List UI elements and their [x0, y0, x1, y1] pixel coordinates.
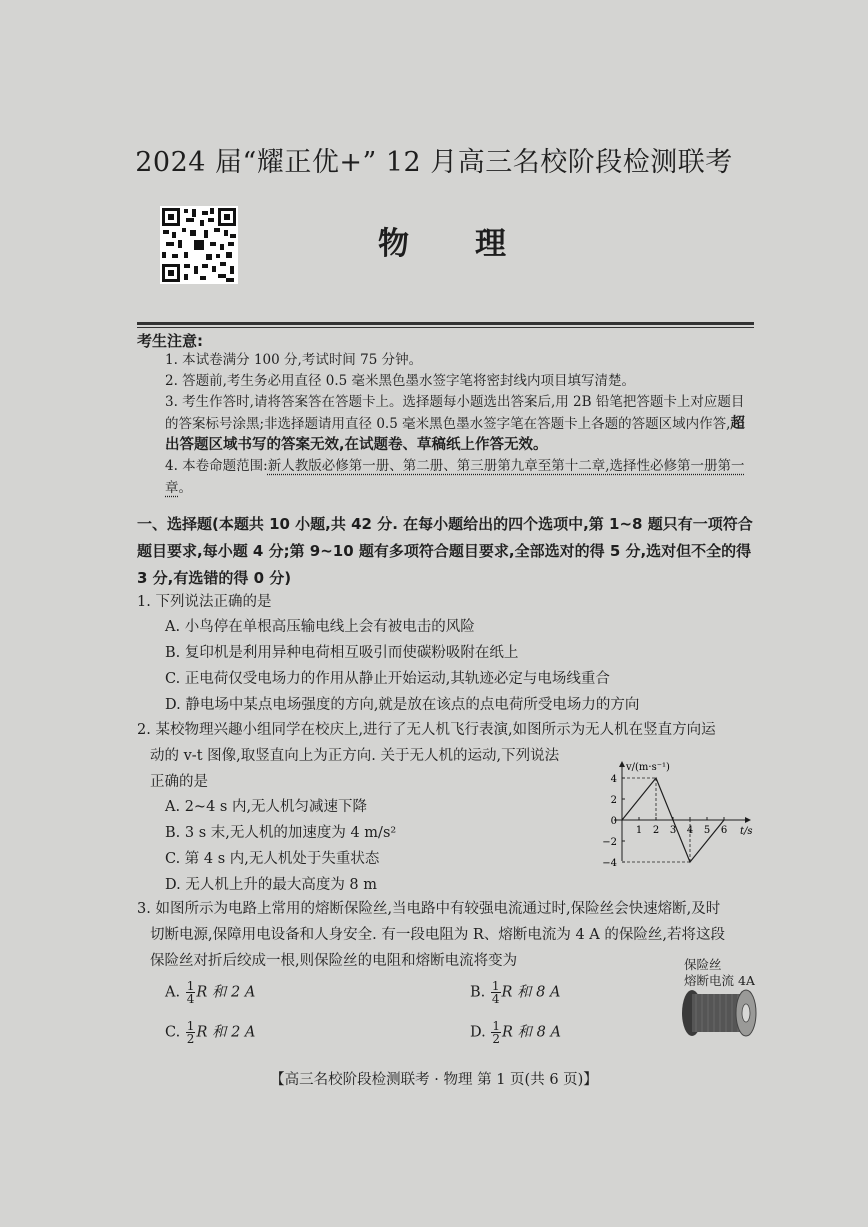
- question-option: [165, 980, 255, 1005]
- question-option: B. 复印机是利用异种电荷相互吸引而使碳粉吸附在纸上: [165, 645, 519, 661]
- notice-text: 3. 考生作答时,请将答案答在答题卡上。选择题每小题选出答案后,用 2B 铅笔把答题卡上对应题目的答案标号涂黑;非选择题请用直径 0.5 毫米黑色墨水签字笔在答题卡上各题的答题区域内作答,: [165, 394, 745, 432]
- option-text: R 和 2 A: [196, 984, 256, 1001]
- fuse-label: 保险丝: [684, 957, 722, 972]
- numerator: 1: [186, 1019, 195, 1033]
- x-tick-label: 5: [703, 825, 711, 836]
- fraction: [491, 1020, 501, 1045]
- denominator: 4: [491, 992, 500, 1006]
- option-letter: A.: [165, 984, 181, 1001]
- y-tick-label: 2: [610, 795, 617, 806]
- notice-text: 。: [178, 479, 192, 496]
- numerator: 1: [491, 979, 500, 993]
- question-option: C. 正电荷仅受电场力的作用从静止开始运动,其轨迹必定与电场线重合: [165, 671, 610, 687]
- x-tick-label: 2: [652, 825, 660, 836]
- option-letter: B.: [470, 984, 486, 1001]
- question-stem: 3. 如图所示为电路上常用的熔断保险丝,当电路中有较强电流通过时,保险丝会快速熔断,及时: [137, 901, 721, 917]
- question-stem: 2. 某校物理兴趣小组同学在校庆上,进行了无人机飞行表演,如图所示为无人机在竖直方向运: [137, 722, 716, 738]
- question-option: [165, 1020, 255, 1045]
- question-option: D. 无人机上升的最大高度为 8 m: [165, 877, 378, 893]
- denominator: 4: [186, 992, 195, 1006]
- y-tick-label: −4: [602, 858, 617, 869]
- question-option: [470, 1020, 561, 1045]
- question-option: C. 第 4 s 内,无人机处于失重状态: [165, 851, 380, 867]
- page-footer: 【高三名校阶段检测联考 · 物理 第 1 页(共 6 页)】: [270, 1072, 598, 1088]
- x-tick-label: 6: [720, 825, 728, 836]
- notice-item: [165, 392, 755, 457]
- notice-text: 4. 本卷命题范围:: [165, 458, 268, 474]
- notice-heading: 考生注意:: [137, 332, 203, 350]
- question-option: A. 2~4 s 内,无人机匀减速下降: [165, 799, 368, 815]
- x-tick-label: 4: [686, 825, 694, 836]
- section-heading: 一、选择题(本题共 10 小题,共 42 分. 在每小题给出的四个选项中,第 1~8 题只有一项符合题目要求,每小题 4 分;第 9~10 题有多项符合题目要求,全部选对的得 5 分,选对但不全的得 3 分,有选错的得 0 分): [137, 515, 753, 587]
- question-option: D. 静电场中某点电场强度的方向,就是放在该点的点电荷所受电场力的方向: [165, 697, 640, 713]
- question-stem: 1. 下列说法正确的是: [137, 594, 272, 610]
- question-option: A. 小鸟停在单根高压输电线上会有被电击的风险: [165, 619, 475, 635]
- fraction: [186, 980, 196, 1005]
- question-option: [470, 980, 560, 1005]
- fuse-spool-image: [680, 988, 760, 1038]
- numerator: 1: [186, 979, 195, 993]
- question-stem: 正确的是: [150, 774, 208, 790]
- denominator: 2: [492, 1032, 500, 1046]
- x-tick-label: 3: [669, 825, 677, 836]
- vt-graph: [598, 756, 768, 871]
- question-stem: 切断电源,保障用电设备和人身安全. 有一段电阻为 R、熔断电流为 4 A 的保险丝,若将这段: [150, 927, 725, 943]
- y-tick-label: −2: [602, 837, 617, 848]
- numerator: 1: [492, 1019, 500, 1033]
- fraction: [186, 1020, 196, 1045]
- denominator: 2: [186, 1032, 195, 1046]
- notice-emphasis: 超出答题区域书写的答案无效,在试题卷、草稿纸上作答无效。: [165, 415, 745, 453]
- x-tick-label: 1: [635, 825, 643, 836]
- notice-item: 1. 本试卷满分 100 分,考试时间 75 分钟。: [165, 352, 423, 368]
- option-text: R 和 8 A: [501, 1024, 561, 1041]
- option-letter: C.: [165, 1024, 181, 1041]
- divider: [137, 322, 754, 325]
- question-option: B. 3 s 末,无人机的加速度为 4 m/s²: [165, 825, 397, 841]
- y-axis-label: v/(m·s⁻¹): [626, 762, 670, 773]
- option-text: R 和 8 A: [501, 984, 561, 1001]
- notice-scope: 新人教版必修第一册、第二册、第三册第九章至第十二章,选择性必修第一册第一章: [165, 458, 745, 496]
- qr-code: [160, 206, 238, 284]
- option-text: R 和 2 A: [196, 1024, 256, 1041]
- question-stem: 动的 v-t 图像,取竖直向上为正方向. 关于无人机的运动,下列说法: [150, 748, 560, 764]
- notice-item: [165, 456, 755, 499]
- exam-title: 2024 届“耀正优+” 12 月高三名校阶段检测联考: [135, 147, 733, 178]
- fraction: [491, 980, 501, 1005]
- question-stem: 保险丝对折后绞成一根,则保险丝的电阻和熔断电流将变为: [150, 953, 518, 969]
- divider: [137, 327, 754, 328]
- notice-item: 2. 答题前,考生务必用直径 0.5 毫米黑色墨水签字笔将密封线内项目填写清楚。: [165, 373, 636, 389]
- x-axis-label: t/s: [740, 826, 753, 837]
- fuse-label: 熔断电流 4A: [684, 973, 755, 988]
- option-letter: D.: [470, 1024, 486, 1041]
- y-tick-label: 0: [610, 816, 617, 827]
- y-tick-label: 4: [610, 774, 617, 785]
- subject-title: 物理: [378, 226, 572, 262]
